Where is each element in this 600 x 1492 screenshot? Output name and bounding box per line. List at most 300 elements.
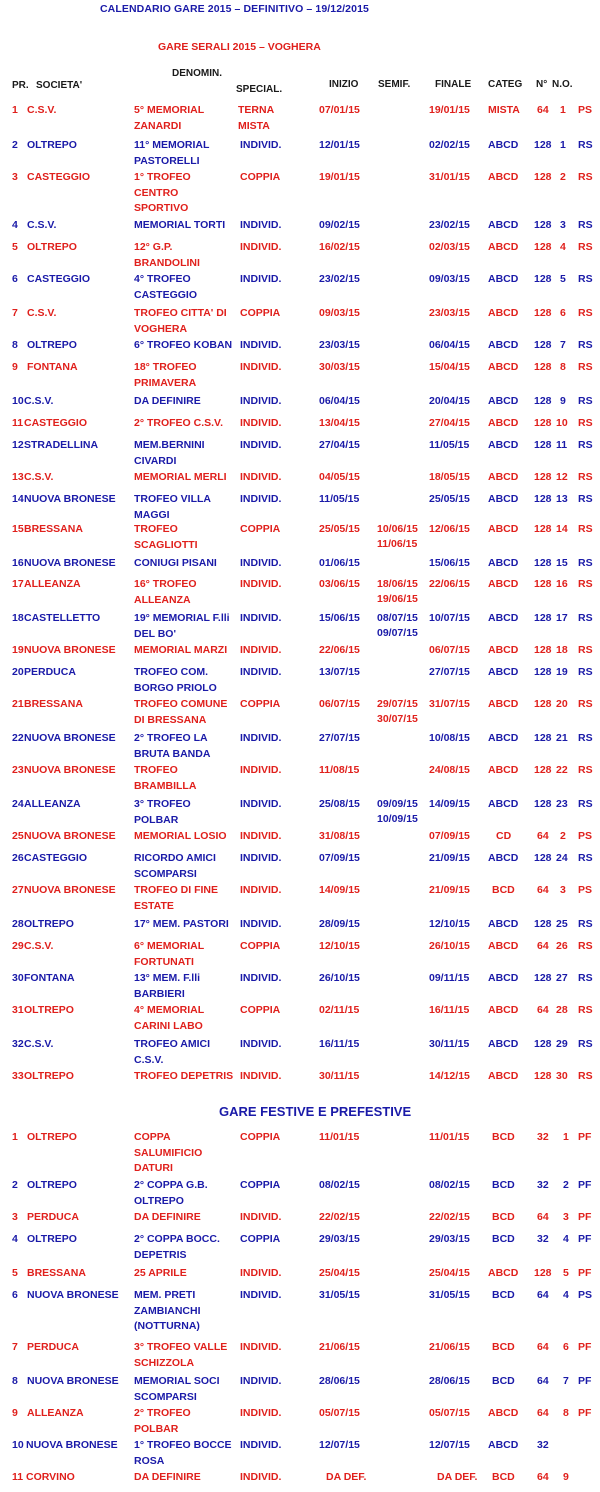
- cell-numero: 64: [537, 884, 549, 896]
- cell-denominazione: 13° MEM. F.lli BARBIERI: [134, 972, 201, 1000]
- cell-numero: 32: [537, 1439, 549, 1451]
- cell-denominazione: RICORDO AMICI SCOMPARSI: [134, 852, 216, 880]
- cell-numero: 64: [537, 1471, 549, 1483]
- cell-specialita: INDIVID.: [240, 884, 282, 896]
- cell-numero-ordine: 9: [560, 395, 566, 407]
- cell-pr: 3: [12, 1211, 18, 1223]
- cell-finale: 21/06/15: [429, 1341, 470, 1353]
- cell-numero-ordine: 10: [556, 417, 568, 429]
- cell-inizio: 14/09/15: [319, 884, 360, 896]
- cell-specialita: INDIVID.: [240, 493, 282, 505]
- cell-denominazione: 2° COPPA G.B. OLTREPO: [134, 1179, 208, 1207]
- cell-numero-ordine: 14: [556, 523, 568, 535]
- cell-denominazione: 4° TROFEO CASTEGGIO: [134, 273, 198, 301]
- cell-categoria: ABCD: [488, 972, 519, 984]
- cell-tipo: RS: [578, 219, 593, 231]
- cell-finale: 27/07/15: [429, 666, 470, 678]
- cell-societa: C.S.V.: [24, 940, 54, 952]
- cell-specialita: INDIVID.: [240, 612, 282, 624]
- cell-inizio: 01/06/15: [319, 557, 360, 569]
- cell-numero: 128: [534, 557, 552, 569]
- cell-societa: NUOVA BRONESE: [24, 764, 116, 776]
- section-title-festive: GARE FESTIVE E PREFESTIVE: [219, 1104, 412, 1119]
- cell-inizio: 28/06/15: [319, 1375, 360, 1387]
- cell-tipo: PF: [578, 1179, 592, 1191]
- cell-categoria: ABCD: [488, 307, 519, 319]
- cell-specialita: INDIVID.: [240, 1375, 282, 1387]
- cell-pr: 6: [12, 1289, 18, 1301]
- cell-finale: 11/05/15: [429, 439, 470, 451]
- cell-societa: OLTREPO: [24, 1004, 74, 1016]
- cell-categoria: ABCD: [488, 798, 519, 810]
- cell-numero: 128: [534, 523, 552, 535]
- cell-pr: 6: [12, 273, 18, 285]
- cell-societa: C.S.V.: [24, 471, 54, 483]
- cell-finale: 10/07/15: [429, 612, 470, 624]
- cell-finale: 11/01/15: [429, 1131, 470, 1143]
- cell-finale: 15/04/15: [429, 361, 470, 373]
- cell-societa: OLTREPO: [27, 1233, 77, 1245]
- cell-inizio: 13/04/15: [319, 417, 360, 429]
- cell-numero: 64: [537, 830, 549, 842]
- cell-numero: 128: [534, 972, 552, 984]
- cell-pr: 30: [12, 972, 24, 984]
- header-n: N°: [536, 79, 548, 90]
- cell-specialita: COPPIA: [240, 698, 281, 710]
- cell-numero-ordine: 19: [556, 666, 568, 678]
- cell-numero: 128: [534, 1267, 552, 1279]
- cell-societa: FONTANA: [27, 361, 78, 373]
- cell-societa: CASTELLETTO: [24, 612, 101, 624]
- cell-inizio: 21/06/15: [319, 1341, 360, 1353]
- cell-numero-ordine: 5: [560, 273, 566, 285]
- cell-societa: PERDUCA: [27, 1341, 79, 1353]
- cell-tipo: PS: [578, 830, 593, 842]
- cell-finale: 25/04/15: [429, 1267, 470, 1279]
- cell-denominazione: MEMORIAL TORTI: [134, 219, 226, 231]
- cell-finale: 14/12/15: [429, 1070, 470, 1082]
- cell-societa: CASTEGGIO: [27, 273, 91, 285]
- cell-pr: 4: [12, 219, 18, 231]
- cell-numero-ordine: 2: [560, 171, 566, 183]
- cell-tipo: RS: [578, 171, 593, 183]
- page-title: CALENDARIO GARE 2015 – DEFINITIVO – 19/12/2015: [100, 3, 369, 15]
- cell-societa: CASTEGGIO: [24, 417, 88, 429]
- cell-denominazione: COPPA SALUMIFICIO DATURI: [134, 1131, 203, 1174]
- cell-numero: 128: [534, 852, 552, 864]
- cell-inizio: 26/10/15: [319, 972, 360, 984]
- cell-tipo: RS: [578, 395, 593, 407]
- cell-categoria: ABCD: [488, 1004, 519, 1016]
- cell-tipo: PS: [578, 104, 593, 116]
- cell-numero-ordine: 4: [563, 1233, 569, 1245]
- cell-denominazione: MEMORIAL MERLI: [134, 471, 227, 483]
- cell-denominazione: TROFEO DEPETRIS: [134, 1070, 234, 1082]
- cell-semifinale: 08/07/15: [377, 612, 418, 624]
- cell-inizio: 07/01/15: [319, 104, 360, 116]
- cell-denominazione: TROFEO COMUNE DI BRESSANA: [134, 698, 228, 726]
- cell-denominazione: 3° TROFEO POLBAR: [134, 798, 191, 826]
- cell-denominazione: DA DEFINIRE: [134, 1471, 201, 1483]
- cell-denominazione: 2° COPPA BOCC. DEPETRIS: [134, 1233, 220, 1261]
- cell-inizio: 12/07/15: [319, 1439, 360, 1451]
- cell-numero-ordine: 5: [563, 1267, 569, 1279]
- cell-denominazione: MEM.BERNINI CIVARDI: [134, 439, 205, 467]
- cell-numero: 64: [537, 1375, 549, 1387]
- cell-semifinale-2: 11/06/15: [377, 538, 418, 550]
- cell-numero: 32: [537, 1131, 549, 1143]
- cell-inizio: 12/01/15: [319, 139, 360, 151]
- header-special: SPECIAL.: [236, 84, 283, 95]
- cell-societa: STRADELLINA: [24, 439, 99, 451]
- cell-numero: 128: [534, 171, 552, 183]
- cell-societa: OLTREPO: [27, 1179, 77, 1191]
- cell-pr: 5: [12, 1267, 18, 1279]
- cell-inizio: 15/06/15: [319, 612, 360, 624]
- cell-tipo: RS: [578, 612, 593, 624]
- cell-specialita: INDIVID.: [240, 1289, 282, 1301]
- cell-inizio: 22/02/15: [319, 1211, 360, 1223]
- cell-tipo: RS: [578, 471, 593, 483]
- cell-pr: 5: [12, 241, 18, 253]
- cell-tipo: RS: [578, 523, 593, 535]
- cell-denominazione: TROFEO SCAGLIOTTI: [134, 523, 198, 551]
- cell-numero: 32: [537, 1179, 549, 1191]
- cell-pr: 2: [12, 1179, 18, 1191]
- cell-finale: 02/03/15: [429, 241, 470, 253]
- header-semif: SEMIF.: [378, 79, 411, 90]
- cell-denominazione: TROFEO VILLA MAGGI: [134, 493, 211, 521]
- cell-numero-ordine: 4: [560, 241, 566, 253]
- cell-specialita: INDIVID.: [240, 139, 282, 151]
- cell-denominazione: MEMORIAL MARZI: [134, 644, 228, 656]
- cell-numero-ordine: 1: [560, 104, 566, 116]
- cell-inizio: 02/11/15: [319, 1004, 360, 1016]
- cell-denominazione: TROFEO CITTA' DI VOGHERA: [134, 307, 227, 335]
- cell-societa: CASTEGGIO: [27, 171, 91, 183]
- cell-inizio: 29/03/15: [319, 1233, 360, 1245]
- header-no: N.O.: [552, 79, 573, 90]
- cell-tipo: RS: [578, 439, 593, 451]
- cell-categoria: BCD: [492, 1179, 515, 1191]
- cell-categoria: BCD: [492, 1131, 515, 1143]
- cell-numero-ordine: 11: [556, 439, 568, 451]
- cell-inizio: DA DEF.: [326, 1471, 367, 1483]
- cell-finale: 23/03/15: [429, 307, 470, 319]
- cell-numero-ordine: 21: [556, 732, 568, 744]
- cell-tipo: RS: [578, 940, 593, 952]
- cell-numero: 128: [534, 578, 552, 590]
- cell-inizio: 06/04/15: [319, 395, 360, 407]
- cell-specialita: INDIVID.: [240, 273, 282, 285]
- cell-societa: NUOVA BRONESE: [27, 1289, 119, 1301]
- cell-tipo: PF: [578, 1211, 592, 1223]
- cell-inizio: 30/03/15: [319, 361, 360, 373]
- cell-societa: CASTEGGIO: [24, 852, 88, 864]
- cell-numero-ordine: 4: [563, 1289, 569, 1301]
- cell-inizio: 30/11/15: [319, 1070, 360, 1082]
- cell-specialita: INDIVID.: [240, 764, 282, 776]
- cell-societa: OLTREPO: [27, 139, 77, 151]
- cell-finale: 25/05/15: [429, 493, 470, 505]
- cell-finale: 28/06/15: [429, 1375, 470, 1387]
- cell-numero: 128: [534, 644, 552, 656]
- cell-finale: 21/09/15: [429, 884, 470, 896]
- cell-categoria: ABCD: [488, 698, 519, 710]
- cell-inizio: 04/05/15: [319, 471, 360, 483]
- cell-pr: 9: [12, 1407, 18, 1419]
- cell-societa: PERDUCA: [24, 666, 76, 678]
- cell-denominazione: 17° MEM. PASTORI: [134, 918, 229, 930]
- cell-denominazione: 18° TROFEO PRIMAVERA: [134, 361, 197, 389]
- cell-categoria: BCD: [492, 1289, 515, 1301]
- cell-categoria: ABCD: [488, 852, 519, 864]
- cell-tipo: RS: [578, 241, 593, 253]
- cell-specialita: INDIVID.: [240, 417, 282, 429]
- cell-numero: 128: [534, 471, 552, 483]
- cell-societa: CORVINO: [26, 1471, 75, 1483]
- cell-numero-ordine: 26: [556, 940, 568, 952]
- cell-societa: NUOVA BRONESE: [24, 884, 116, 896]
- cell-categoria: MISTA: [488, 104, 520, 116]
- cell-denominazione: 5° MEMORIAL ZANARDI: [134, 104, 204, 132]
- cell-numero: 64: [537, 104, 549, 116]
- cell-numero: 128: [534, 241, 552, 253]
- cell-finale: 05/07/15: [429, 1407, 470, 1419]
- cell-semifinale-2: 30/07/15: [377, 713, 418, 725]
- cell-inizio: 13/07/15: [319, 666, 360, 678]
- cell-numero: 128: [534, 493, 552, 505]
- cell-denominazione: 2° TROFEO LA BRUTA BANDA: [134, 732, 211, 760]
- section-title-serali: GARE SERALI 2015 – VOGHERA: [158, 41, 321, 53]
- cell-numero: 128: [534, 918, 552, 930]
- cell-finale: 30/11/15: [429, 1038, 470, 1050]
- cell-societa: C.S.V.: [24, 1038, 54, 1050]
- cell-denominazione: 19° MEMORIAL F.lli DEL BO': [134, 612, 230, 640]
- cell-categoria: ABCD: [488, 732, 519, 744]
- cell-specialita: INDIVID.: [240, 439, 282, 451]
- cell-numero: 64: [537, 1289, 549, 1301]
- cell-tipo: RS: [578, 1038, 593, 1050]
- cell-categoria: ABCD: [488, 578, 519, 590]
- cell-denominazione: TROFEO COM. BORGO PRIOLO: [134, 666, 217, 694]
- cell-societa: BRESSANA: [27, 1267, 86, 1279]
- cell-inizio: 31/05/15: [319, 1289, 360, 1301]
- cell-tipo: PF: [578, 1233, 592, 1245]
- cell-numero-ordine: 2: [563, 1179, 569, 1191]
- cell-specialita: INDIVID.: [240, 830, 282, 842]
- cell-pr: 15: [12, 523, 24, 535]
- cell-pr: 27: [12, 884, 24, 896]
- cell-pr: 7: [12, 307, 18, 319]
- cell-finale: 23/02/15: [429, 219, 470, 231]
- cell-pr: 16: [12, 557, 24, 569]
- header-societa: SOCIETA': [36, 80, 83, 91]
- cell-numero-ordine: 7: [560, 339, 566, 351]
- cell-specialita: INDIVID.: [240, 1070, 282, 1082]
- cell-inizio: 11/05/15: [319, 493, 360, 505]
- cell-denominazione: MEMORIAL SOCI SCOMPARSI: [134, 1375, 220, 1403]
- cell-categoria: ABCD: [488, 918, 519, 930]
- cell-societa: OLTREPO: [27, 241, 77, 253]
- cell-numero-ordine: 6: [560, 307, 566, 319]
- cell-categoria: BCD: [492, 1211, 515, 1223]
- cell-pr: 1: [12, 1131, 18, 1143]
- cell-numero-ordine: 12: [556, 471, 568, 483]
- cell-tipo: RS: [578, 361, 593, 373]
- cell-finale: 20/04/15: [429, 395, 470, 407]
- cell-numero: 128: [534, 732, 552, 744]
- cell-inizio: 11/01/15: [319, 1131, 360, 1143]
- cell-pr: 12: [12, 439, 24, 451]
- cell-numero-ordine: 22: [556, 764, 568, 776]
- cell-numero: 128: [534, 698, 552, 710]
- cell-semifinale: 09/09/15: [377, 798, 418, 810]
- cell-tipo: RS: [578, 972, 593, 984]
- cell-finale: 26/10/15: [429, 940, 470, 952]
- cell-semifinale-2: 09/07/15: [377, 627, 418, 639]
- cell-inizio: 16/02/15: [319, 241, 360, 253]
- cell-categoria: BCD: [492, 1233, 515, 1245]
- cell-categoria: ABCD: [488, 1038, 519, 1050]
- cell-tipo: RS: [578, 339, 593, 351]
- cell-numero-ordine: 18: [556, 644, 568, 656]
- cell-semifinale: 29/07/15: [377, 698, 418, 710]
- cell-societa: PERDUCA: [27, 1211, 79, 1223]
- cell-finale: 16/11/15: [429, 1004, 470, 1016]
- cell-societa: NUOVA BRONESE: [24, 830, 116, 842]
- cell-categoria: ABCD: [488, 339, 519, 351]
- cell-societa: NUOVA BRONESE: [27, 1375, 119, 1387]
- cell-finale: 18/05/15: [429, 471, 470, 483]
- cell-categoria: ABCD: [488, 439, 519, 451]
- cell-categoria: CD: [496, 830, 512, 842]
- cell-inizio: 23/03/15: [319, 339, 360, 351]
- cell-finale: 06/04/15: [429, 339, 470, 351]
- cell-inizio: 27/04/15: [319, 439, 360, 451]
- cell-inizio: 22/06/15: [319, 644, 360, 656]
- cell-pr: 9: [12, 361, 18, 373]
- cell-tipo: RS: [578, 273, 593, 285]
- cell-pr: 2: [12, 139, 18, 151]
- cell-tipo: PF: [578, 1341, 592, 1353]
- cell-numero: 128: [534, 139, 552, 151]
- cell-denominazione: MEM. PRETI ZAMBIANCHI (NOTTURNA): [134, 1289, 201, 1332]
- cell-categoria: ABCD: [488, 273, 519, 285]
- cell-denominazione: 12° G.P. BRANDOLINI: [134, 241, 200, 269]
- cell-specialita: INDIVID.: [240, 644, 282, 656]
- cell-numero: 128: [534, 1038, 552, 1050]
- cell-specialita: INDIVID.: [240, 1407, 282, 1419]
- cell-societa: NUOVA BRONESE: [24, 644, 116, 656]
- cell-denominazione: 1° TROFEO BOCCE ROSA: [134, 1439, 232, 1467]
- cell-categoria: ABCD: [488, 493, 519, 505]
- cell-categoria: ABCD: [488, 241, 519, 253]
- cell-numero: 128: [534, 439, 552, 451]
- cell-numero: 128: [534, 798, 552, 810]
- cell-inizio: 25/05/15: [319, 523, 360, 535]
- cell-societa: BRESSANA: [24, 523, 83, 535]
- cell-tipo: PS: [578, 884, 593, 896]
- cell-pr: 4: [12, 1233, 18, 1245]
- cell-pr: 13: [12, 471, 24, 483]
- cell-pr: 8: [12, 1375, 18, 1387]
- cell-numero-ordine: 9: [563, 1471, 569, 1483]
- cell-denominazione: TROFEO BRAMBILLA: [134, 764, 197, 792]
- cell-societa: ALLEANZA: [24, 798, 81, 810]
- cell-specialita: INDIVID.: [240, 1211, 282, 1223]
- cell-societa: NUOVA BRONESE: [24, 732, 116, 744]
- cell-finale: 09/03/15: [429, 273, 470, 285]
- cell-tipo: RS: [578, 1004, 593, 1016]
- cell-pr: 33: [12, 1070, 24, 1082]
- cell-finale: 31/07/15: [429, 698, 470, 710]
- cell-specialita: INDIVID.: [240, 219, 282, 231]
- cell-numero: 64: [537, 1004, 549, 1016]
- cell-numero-ordine: 30: [556, 1070, 568, 1082]
- cell-categoria: ABCD: [488, 612, 519, 624]
- cell-categoria: ABCD: [488, 361, 519, 373]
- cell-inizio: 16/11/15: [319, 1038, 360, 1050]
- cell-pr: 17: [12, 578, 24, 590]
- cell-categoria: ABCD: [488, 666, 519, 678]
- cell-societa: C.S.V.: [24, 395, 54, 407]
- cell-pr: 25: [12, 830, 24, 842]
- cell-numero-ordine: 3: [563, 1211, 569, 1223]
- cell-inizio: 08/02/15: [319, 1179, 360, 1191]
- cell-numero-ordine: 3: [560, 219, 566, 231]
- cell-semifinale: 18/06/15: [377, 578, 418, 590]
- cell-inizio: 05/07/15: [319, 1407, 360, 1419]
- cell-pr: 23: [12, 764, 24, 776]
- cell-numero-ordine: 24: [556, 852, 568, 864]
- cell-pr: 14: [12, 493, 24, 505]
- cell-specialita: INDIVID.: [240, 1439, 282, 1451]
- cell-numero-ordine: 25: [556, 918, 568, 930]
- cell-tipo: RS: [578, 557, 593, 569]
- cell-pr: 18: [12, 612, 24, 624]
- cell-categoria: ABCD: [488, 644, 519, 656]
- header-inizio: INIZIO: [329, 79, 359, 90]
- cell-pr: 8: [12, 339, 18, 351]
- cell-societa: ALLEANZA: [24, 578, 81, 590]
- cell-finale: 21/09/15: [429, 852, 470, 864]
- cell-numero-ordine: 20: [556, 698, 568, 710]
- cell-specialita: INDIVID.: [240, 972, 282, 984]
- cell-societa: C.S.V.: [27, 307, 57, 319]
- cell-numero-ordine: 8: [563, 1407, 569, 1419]
- cell-finale: 22/02/15: [429, 1211, 470, 1223]
- cell-categoria: ABCD: [488, 764, 519, 776]
- cell-tipo: PF: [578, 1131, 592, 1143]
- cell-categoria: ABCD: [488, 395, 519, 407]
- cell-categoria: ABCD: [488, 940, 519, 952]
- header-denomin: DENOMIN.: [172, 68, 222, 79]
- cell-pr: 10: [12, 395, 24, 407]
- cell-pr: 28: [12, 918, 24, 930]
- cell-numero: 64: [537, 940, 549, 952]
- cell-finale: 31/05/15: [429, 1289, 470, 1301]
- cell-categoria: ABCD: [488, 1070, 519, 1082]
- cell-tipo: RS: [578, 307, 593, 319]
- cell-semifinale-2: 19/06/15: [377, 593, 418, 605]
- cell-inizio: 03/06/15: [319, 578, 360, 590]
- cell-pr: 19: [12, 644, 24, 656]
- cell-pr: 29: [12, 940, 24, 952]
- cell-specialita: INDIVID.: [240, 395, 282, 407]
- cell-tipo: RS: [578, 417, 593, 429]
- cell-denominazione: DA DEFINIRE: [134, 395, 201, 407]
